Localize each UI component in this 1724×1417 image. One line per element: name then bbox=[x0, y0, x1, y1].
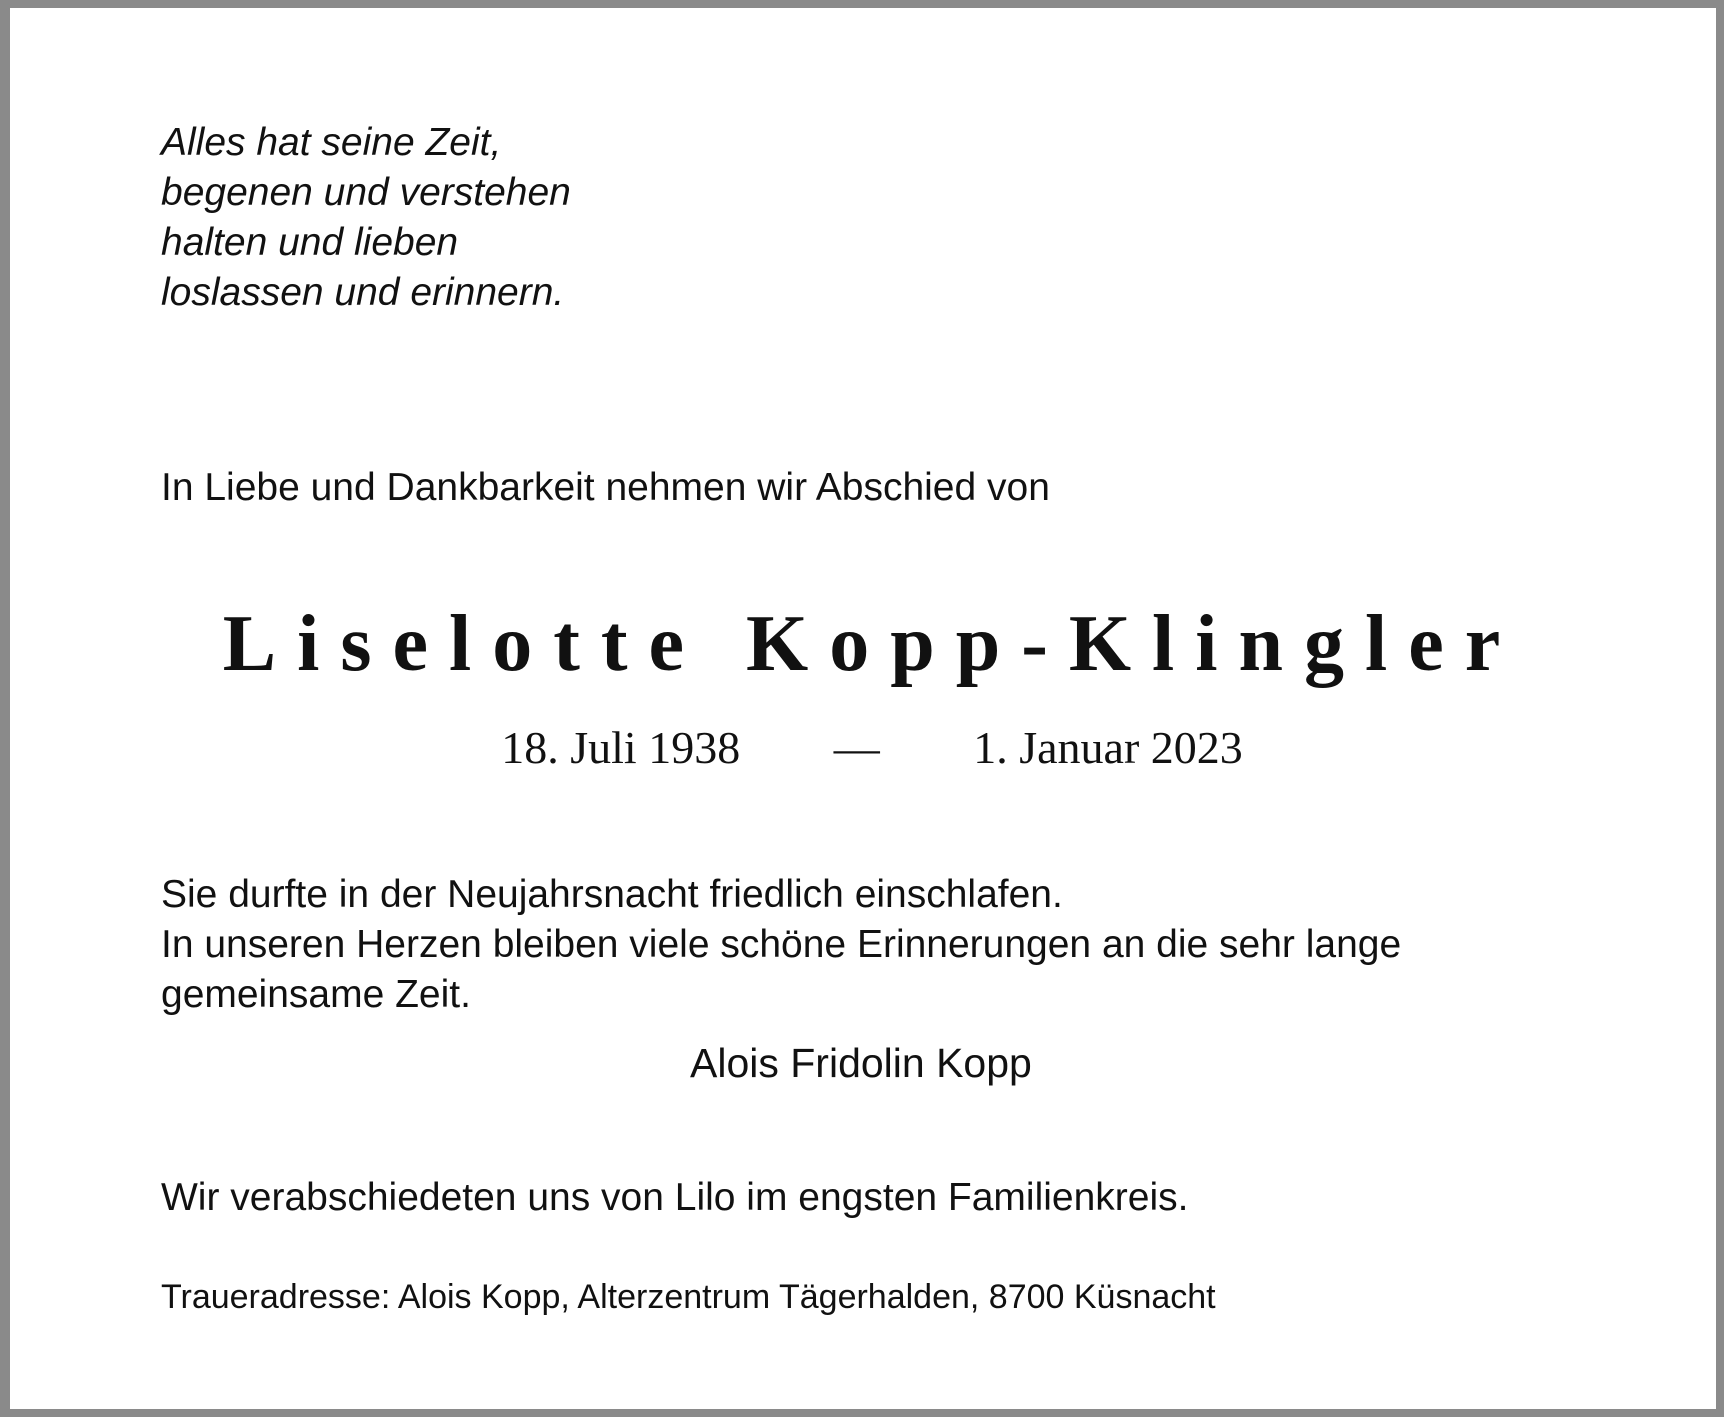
intro-text: In Liebe und Dankbarkeit nehmen wir Abschied von bbox=[161, 466, 1050, 509]
motto-verse bbox=[161, 118, 571, 318]
motto-line: halten und lieben bbox=[161, 221, 459, 264]
memorial-message bbox=[161, 870, 1581, 1020]
mourning-address: Traueradresse: Alois Kopp, Alterzentrum Tägerhalden, 8700 Küsnacht bbox=[161, 1278, 1216, 1316]
life-dates bbox=[10, 720, 1724, 776]
farewell-text: Wir verabschiedeten uns von Lilo im engsten Familienkreis. bbox=[161, 1176, 1189, 1219]
motto-line: begenen und verstehen bbox=[161, 171, 571, 214]
mourner-signature: Alois Fridolin Kopp bbox=[690, 1040, 1032, 1086]
death-date: 1. Januar 2023 bbox=[973, 722, 1243, 773]
motto-line: Alles hat seine Zeit, bbox=[161, 121, 502, 164]
birth-date: 18. Juli 1938 bbox=[501, 722, 741, 773]
date-dash: — bbox=[833, 722, 880, 773]
deceased-name: Liselotte Kopp-Klingler bbox=[222, 600, 1522, 688]
message-line: Sie durfte in der Neujahrsnacht friedlich einschlafen. bbox=[161, 873, 1063, 916]
message-line: gemeinsame Zeit. bbox=[161, 973, 471, 1016]
message-line: In unseren Herzen bleiben viele schöne Erinnerungen an die sehr lange bbox=[161, 923, 1402, 966]
motto-line: loslassen und erinnern. bbox=[161, 271, 565, 314]
